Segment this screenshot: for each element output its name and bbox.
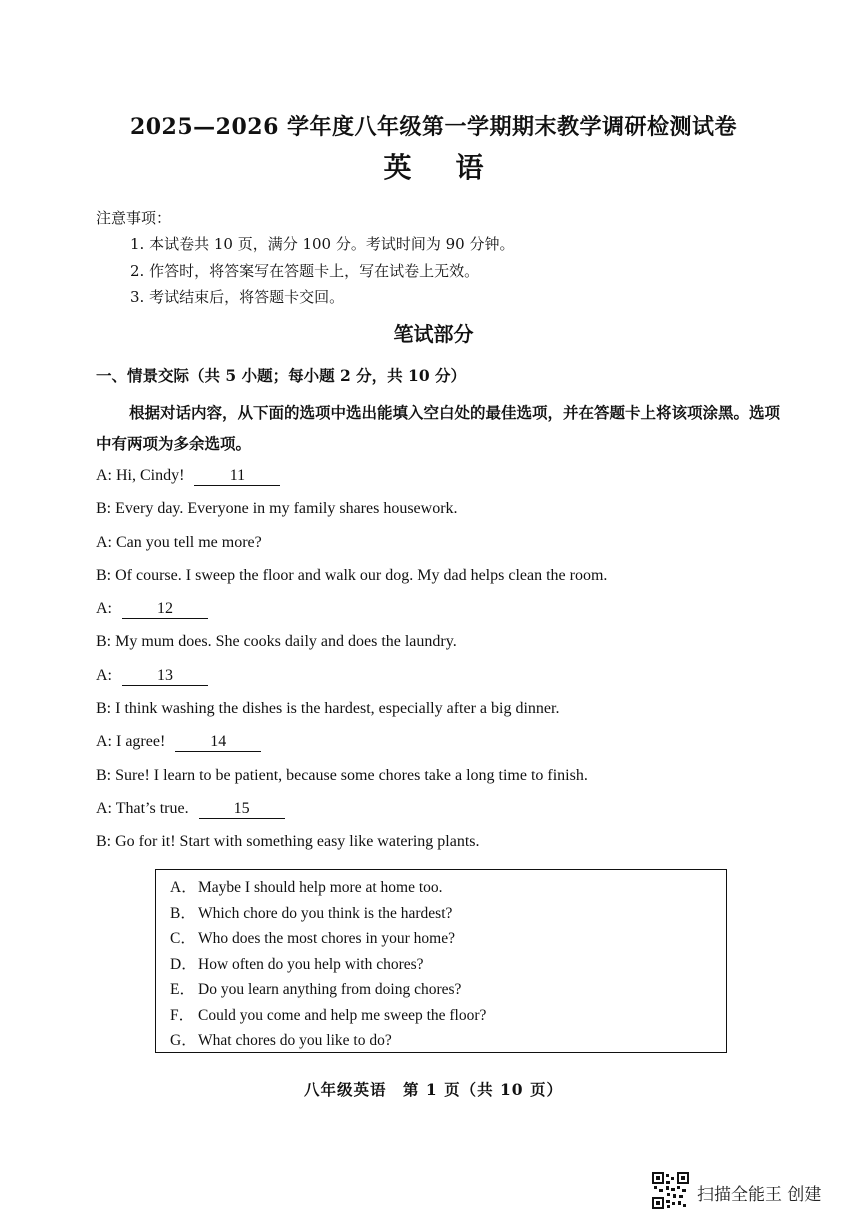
dialogue-line <box>96 563 607 596</box>
option-text: How often do you help with chores? <box>198 955 424 973</box>
dialogue-text: A: Hi, Cindy! <box>96 467 185 484</box>
option-text: Maybe I should help more at home too. <box>198 879 443 896</box>
dialogue <box>96 463 607 863</box>
dialogue-text: A: <box>96 666 112 684</box>
answer-blank: 13 <box>122 667 208 686</box>
part-title: 笔试部分 <box>393 322 474 346</box>
option-letter: D． <box>170 955 197 973</box>
instruction-line: 中有两项为多余选项。 <box>96 434 252 453</box>
option-letter: G． <box>170 1032 197 1049</box>
subject-char: 英 <box>383 151 412 184</box>
page-footer: 八年级英语 第 1 页（共 10 页） <box>304 1080 563 1099</box>
section-heading: 一、情景交际（共 5 小题；每小题 2 分，共 10 分） <box>96 366 467 385</box>
answer-blank: 12 <box>122 600 208 619</box>
notes-title: 注意事项： <box>96 209 172 227</box>
dialogue-line <box>96 729 607 762</box>
dialogue-text: A: I agree! <box>96 733 166 751</box>
dialogue-line <box>96 629 607 662</box>
option-text: What chores do you like to do? <box>198 1032 392 1049</box>
dialogue-line <box>96 496 607 529</box>
qr-code-icon <box>652 1172 689 1209</box>
note-item: 2. 作答时，将答案写在答题卡上，写在试卷上无效。 <box>130 261 480 280</box>
dialogue-line <box>96 530 607 563</box>
dialogue-line <box>96 763 607 796</box>
notes-list <box>130 231 515 311</box>
dialogue-text: B: Sure! I learn to be patient, because some chores take a long time to finish. <box>96 766 588 784</box>
dialogue-text: B: Of course. I sweep the floor and walk our dog. My dad helps clean the room. <box>96 566 608 584</box>
subject-char: 语 <box>455 151 484 184</box>
option-item <box>170 1005 726 1031</box>
option-item <box>170 1030 726 1056</box>
dialogue-text: B: Every day. Everyone in my family shares housework. <box>96 500 458 518</box>
subject-title <box>0 146 867 186</box>
options-box <box>155 869 727 1053</box>
scanner-watermark: 扫描全能王 创建 <box>697 1185 822 1205</box>
dialogue-line <box>96 596 607 629</box>
dialogue-text: A: That’s true. <box>96 799 189 817</box>
instruction-line: 根据对话内容，从下面的选项中选出能填入空白处的最佳选项，并在答题卡上将该项涂黑。选项 <box>129 403 781 422</box>
option-text: Who does the most chores in your home? <box>198 930 455 947</box>
dialogue-line <box>96 696 607 729</box>
exam-title: 2025—2026 学年度八年级第一学期期末教学调研检测试卷 <box>129 114 738 140</box>
option-letter: F． <box>170 1006 195 1024</box>
dialogue-text: A: Can you tell me more? <box>96 533 262 551</box>
dialogue-text: A: <box>96 600 112 618</box>
option-letter: B． <box>170 904 196 922</box>
dialogue-text: B: I think washing the dishes is the hardest, especially after a big dinner. <box>96 700 560 718</box>
answer-blank: 11 <box>194 467 280 486</box>
option-item <box>170 928 726 954</box>
dialogue-line <box>96 829 607 862</box>
section-instructions <box>96 397 844 459</box>
note-item: 3. 考试结束后，将答题卡交回。 <box>130 288 345 306</box>
answer-blank: 15 <box>199 800 285 819</box>
dialogue-line <box>96 463 607 496</box>
option-letter: C． <box>170 930 196 947</box>
option-text: Do you learn anything from doing chores? <box>198 981 462 998</box>
option-item <box>170 877 726 903</box>
option-item <box>170 954 726 980</box>
option-item <box>170 903 726 929</box>
dialogue-line <box>96 796 607 829</box>
option-item <box>170 979 726 1005</box>
option-letter: A． <box>170 879 197 896</box>
dialogue-text: B: My mum does. She cooks daily and does the laundry. <box>96 633 457 651</box>
dialogue-text: B: Go for it! Start with something easy like watering plants. <box>96 833 480 851</box>
option-letter: E． <box>170 981 195 998</box>
option-text: Could you come and help me sweep the floor? <box>198 1006 487 1024</box>
dialogue-line <box>96 663 607 696</box>
option-text: Which chore do you think is the hardest? <box>198 904 453 922</box>
answer-blank: 14 <box>175 733 261 752</box>
note-item: 1. 本试卷共 10 页，满分 100 分。考试时间为 90 分钟。 <box>130 235 515 253</box>
